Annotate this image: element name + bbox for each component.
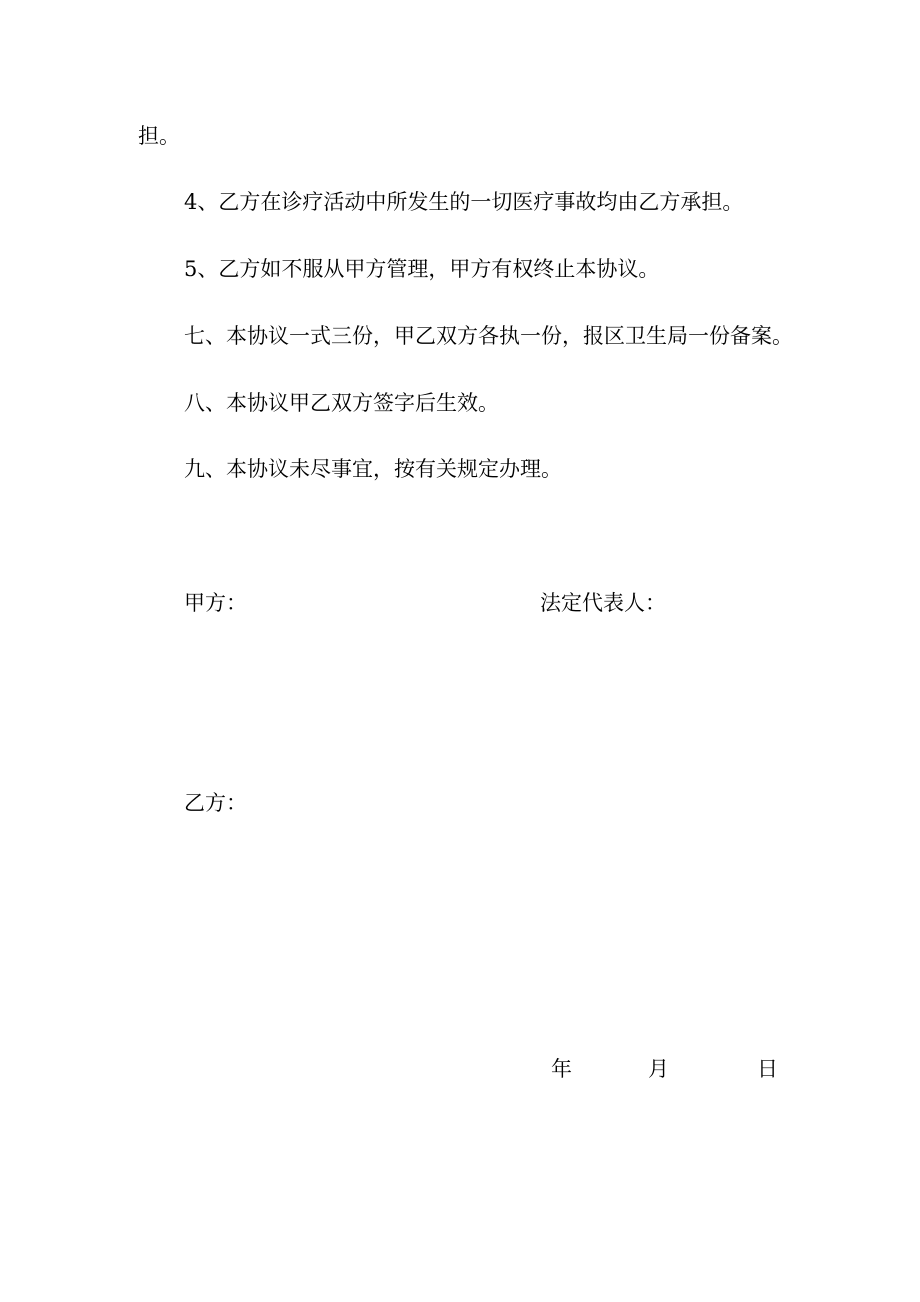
- date-year-label: 年: [551, 1057, 572, 1081]
- legal-rep-label: 法定代表人：: [540, 591, 666, 615]
- clause-seven: 七、本协议一式三份，甲乙双方各执一份，报区卫生局一份备案。: [184, 324, 793, 348]
- party-a-label: 甲方：: [184, 591, 247, 615]
- party-b-label: 乙方：: [184, 791, 247, 815]
- clause-nine: 九、本协议未尽事宜，按有关规定办理。: [184, 457, 562, 481]
- date-day-label: 日: [757, 1057, 778, 1081]
- clause-eight: 八、本协议甲乙双方签字后生效。: [184, 391, 499, 415]
- clause-4: 4、乙方在诊疗活动中所发生的一切医疗事故均由乙方承担。: [184, 190, 744, 214]
- continuation-text: 担。: [138, 124, 180, 148]
- date-month-label: 月: [648, 1057, 669, 1081]
- clause-5: 5、乙方如不服从甲方管理，甲方有权终止本协议。: [184, 257, 660, 281]
